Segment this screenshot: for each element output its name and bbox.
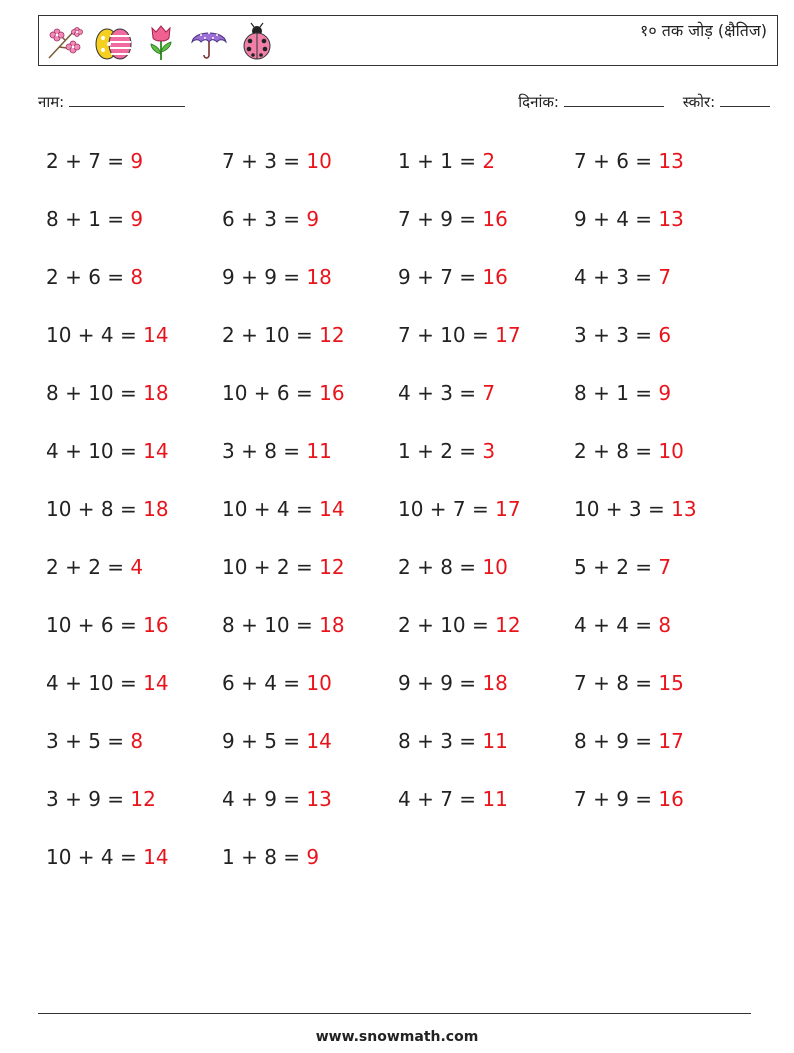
problem-question: 3 + 5 = — [46, 729, 125, 753]
problem-answer: 16 — [482, 265, 508, 289]
tulip-icon — [141, 22, 181, 62]
problem-item — [222, 607, 398, 665]
problem-answer: 7 — [658, 265, 672, 289]
name-blank[interactable] — [69, 92, 185, 107]
problem-answer: 14 — [143, 845, 169, 869]
problem-answer: 18 — [143, 381, 169, 405]
problem-answer: 8 — [130, 265, 144, 289]
problem-item — [46, 433, 222, 491]
problem-question: 2 + 8 = — [398, 555, 477, 579]
problem-item — [398, 723, 574, 781]
problem-question: 9 + 7 = — [398, 265, 477, 289]
problem-answer: 18 — [306, 265, 332, 289]
problem-question: 8 + 10 = — [222, 613, 313, 637]
umbrella-icon — [189, 22, 229, 62]
problem-answer: 13 — [658, 207, 684, 231]
problem-answer: 12 — [319, 323, 345, 347]
problem-question: 7 + 10 = — [398, 323, 489, 347]
problem-item — [46, 665, 222, 723]
score-label: स्कोर: — [682, 93, 716, 111]
problem-item — [574, 375, 750, 433]
problem-question: 1 + 8 = — [222, 845, 301, 869]
problem-item — [46, 607, 222, 665]
problem-question: 9 + 9 = — [222, 265, 301, 289]
problem-item — [398, 491, 574, 549]
problem-item — [574, 781, 750, 839]
problem-question: 4 + 3 = — [398, 381, 477, 405]
problem-answer: 14 — [143, 323, 169, 347]
problem-item — [574, 491, 750, 549]
problem-answer: 12 — [319, 555, 345, 579]
problem-answer: 7 — [482, 381, 496, 405]
problem-item — [398, 781, 574, 839]
problem-answer: 17 — [495, 497, 521, 521]
problem-question: 2 + 2 = — [46, 555, 125, 579]
problem-question: 8 + 1 = — [574, 381, 653, 405]
problem-item — [574, 433, 750, 491]
problem-item — [574, 607, 750, 665]
score-blank[interactable] — [720, 92, 770, 107]
problem-answer: 13 — [306, 787, 332, 811]
problem-answer: 3 — [482, 439, 496, 463]
problem-item — [46, 839, 222, 897]
worksheet-title: १० तक जोड़ (क्षैतिज) — [640, 21, 767, 40]
problem-item — [574, 723, 750, 781]
problem-question: 7 + 8 = — [574, 671, 653, 695]
date-blank[interactable] — [564, 92, 664, 107]
problem-item — [222, 781, 398, 839]
problem-question: 9 + 4 = — [574, 207, 653, 231]
problem-answer: 9 — [658, 381, 672, 405]
problem-answer: 2 — [482, 149, 496, 173]
problem-answer: 11 — [482, 729, 508, 753]
problem-question: 4 + 9 = — [222, 787, 301, 811]
problem-answer: 4 — [130, 555, 144, 579]
problem-item — [398, 201, 574, 259]
problem-answer: 10 — [306, 149, 332, 173]
problem-item — [574, 665, 750, 723]
problem-item — [222, 201, 398, 259]
problem-question: 1 + 2 = — [398, 439, 477, 463]
problem-question: 6 + 4 = — [222, 671, 301, 695]
problem-question: 4 + 4 = — [574, 613, 653, 637]
problem-answer: 14 — [143, 671, 169, 695]
problem-question: 3 + 9 = — [46, 787, 125, 811]
problem-answer: 16 — [143, 613, 169, 637]
problem-item — [222, 259, 398, 317]
header-icons — [45, 22, 277, 62]
problem-item — [46, 201, 222, 259]
problem-item — [222, 723, 398, 781]
problem-item — [574, 259, 750, 317]
problem-item — [574, 143, 750, 201]
problem-answer: 6 — [658, 323, 672, 347]
name-field — [38, 92, 185, 112]
name-label: नाम: — [38, 93, 65, 111]
header-box — [38, 15, 778, 66]
problem-item — [398, 259, 574, 317]
problem-question: 2 + 7 = — [46, 149, 125, 173]
date-score-fields — [518, 92, 770, 112]
problem-grid — [46, 143, 750, 897]
problem-item — [574, 549, 750, 607]
problem-item — [398, 549, 574, 607]
problem-question: 8 + 10 = — [46, 381, 137, 405]
problem-question: 7 + 9 = — [398, 207, 477, 231]
problem-answer: 11 — [482, 787, 508, 811]
problem-item — [46, 491, 222, 549]
problem-item — [46, 375, 222, 433]
problem-answer: 12 — [495, 613, 521, 637]
problem-item — [222, 433, 398, 491]
problem-question: 8 + 3 = — [398, 729, 477, 753]
problem-answer: 9 — [306, 845, 320, 869]
problem-item — [398, 607, 574, 665]
problem-question: 10 + 4 = — [222, 497, 313, 521]
problem-answer: 8 — [658, 613, 672, 637]
problem-answer: 13 — [658, 149, 684, 173]
problem-answer: 10 — [658, 439, 684, 463]
problem-answer: 14 — [306, 729, 332, 753]
problem-item — [574, 201, 750, 259]
problem-question: 1 + 1 = — [398, 149, 477, 173]
problem-question: 10 + 3 = — [574, 497, 665, 521]
date-label: दिनांक: — [518, 93, 559, 111]
problem-item — [222, 839, 398, 897]
problem-item — [222, 143, 398, 201]
problem-answer: 16 — [482, 207, 508, 231]
footer-website[interactable]: www.snowmath.com — [315, 1029, 479, 1045]
problem-item — [222, 549, 398, 607]
problem-question: 10 + 4 = — [46, 845, 137, 869]
problem-question: 2 + 10 = — [222, 323, 313, 347]
problem-item — [398, 143, 574, 201]
problem-question: 4 + 3 = — [574, 265, 653, 289]
problem-answer: 8 — [130, 729, 144, 753]
problem-answer: 17 — [495, 323, 521, 347]
problem-item — [46, 549, 222, 607]
problem-answer: 9 — [306, 207, 320, 231]
problem-answer: 15 — [658, 671, 684, 695]
problem-item — [46, 723, 222, 781]
problem-question: 9 + 5 = — [222, 729, 301, 753]
problem-item — [46, 781, 222, 839]
problem-question: 5 + 2 = — [574, 555, 653, 579]
problem-answer: 11 — [306, 439, 332, 463]
problem-question: 10 + 6 = — [222, 381, 313, 405]
problem-answer: 9 — [130, 149, 144, 173]
problem-answer: 18 — [482, 671, 508, 695]
ladybug-icon — [237, 22, 277, 62]
problem-question: 10 + 2 = — [222, 555, 313, 579]
problem-question: 2 + 6 = — [46, 265, 125, 289]
footer-divider — [38, 1013, 751, 1014]
problem-answer: 9 — [130, 207, 144, 231]
problem-item — [222, 665, 398, 723]
problem-item — [222, 317, 398, 375]
problem-item — [46, 259, 222, 317]
problem-question: 8 + 1 = — [46, 207, 125, 231]
problem-item — [222, 375, 398, 433]
problem-answer: 7 — [658, 555, 672, 579]
problem-question: 8 + 9 = — [574, 729, 653, 753]
problem-answer: 16 — [658, 787, 684, 811]
problem-question: 7 + 6 = — [574, 149, 653, 173]
problem-question: 10 + 4 = — [46, 323, 137, 347]
problem-question: 3 + 8 = — [222, 439, 301, 463]
problem-question: 10 + 8 = — [46, 497, 137, 521]
problem-item — [398, 665, 574, 723]
problem-answer: 12 — [130, 787, 156, 811]
problem-question: 7 + 3 = — [222, 149, 301, 173]
problem-question: 4 + 10 = — [46, 671, 137, 695]
problem-answer: 17 — [658, 729, 684, 753]
problem-answer: 13 — [671, 497, 697, 521]
easter-egg-icon — [93, 22, 133, 62]
problem-answer: 14 — [143, 439, 169, 463]
problem-item — [398, 433, 574, 491]
flower-branch-icon — [45, 22, 85, 62]
problem-item — [46, 143, 222, 201]
problem-question: 4 + 10 = — [46, 439, 137, 463]
problem-question: 9 + 9 = — [398, 671, 477, 695]
problem-answer: 18 — [319, 613, 345, 637]
problem-question: 3 + 3 = — [574, 323, 653, 347]
problem-answer: 10 — [482, 555, 508, 579]
problem-question: 4 + 7 = — [398, 787, 477, 811]
problem-item — [398, 375, 574, 433]
problem-question: 10 + 7 = — [398, 497, 489, 521]
problem-item — [46, 317, 222, 375]
problem-item — [398, 317, 574, 375]
problem-answer: 16 — [319, 381, 345, 405]
problem-question: 7 + 9 = — [574, 787, 653, 811]
problem-question: 2 + 8 = — [574, 439, 653, 463]
problem-question: 10 + 6 = — [46, 613, 137, 637]
problem-answer: 14 — [319, 497, 345, 521]
problem-question: 2 + 10 = — [398, 613, 489, 637]
problem-item — [222, 491, 398, 549]
problem-answer: 10 — [306, 671, 332, 695]
problem-answer: 18 — [143, 497, 169, 521]
problem-question: 6 + 3 = — [222, 207, 301, 231]
problem-item — [574, 317, 750, 375]
